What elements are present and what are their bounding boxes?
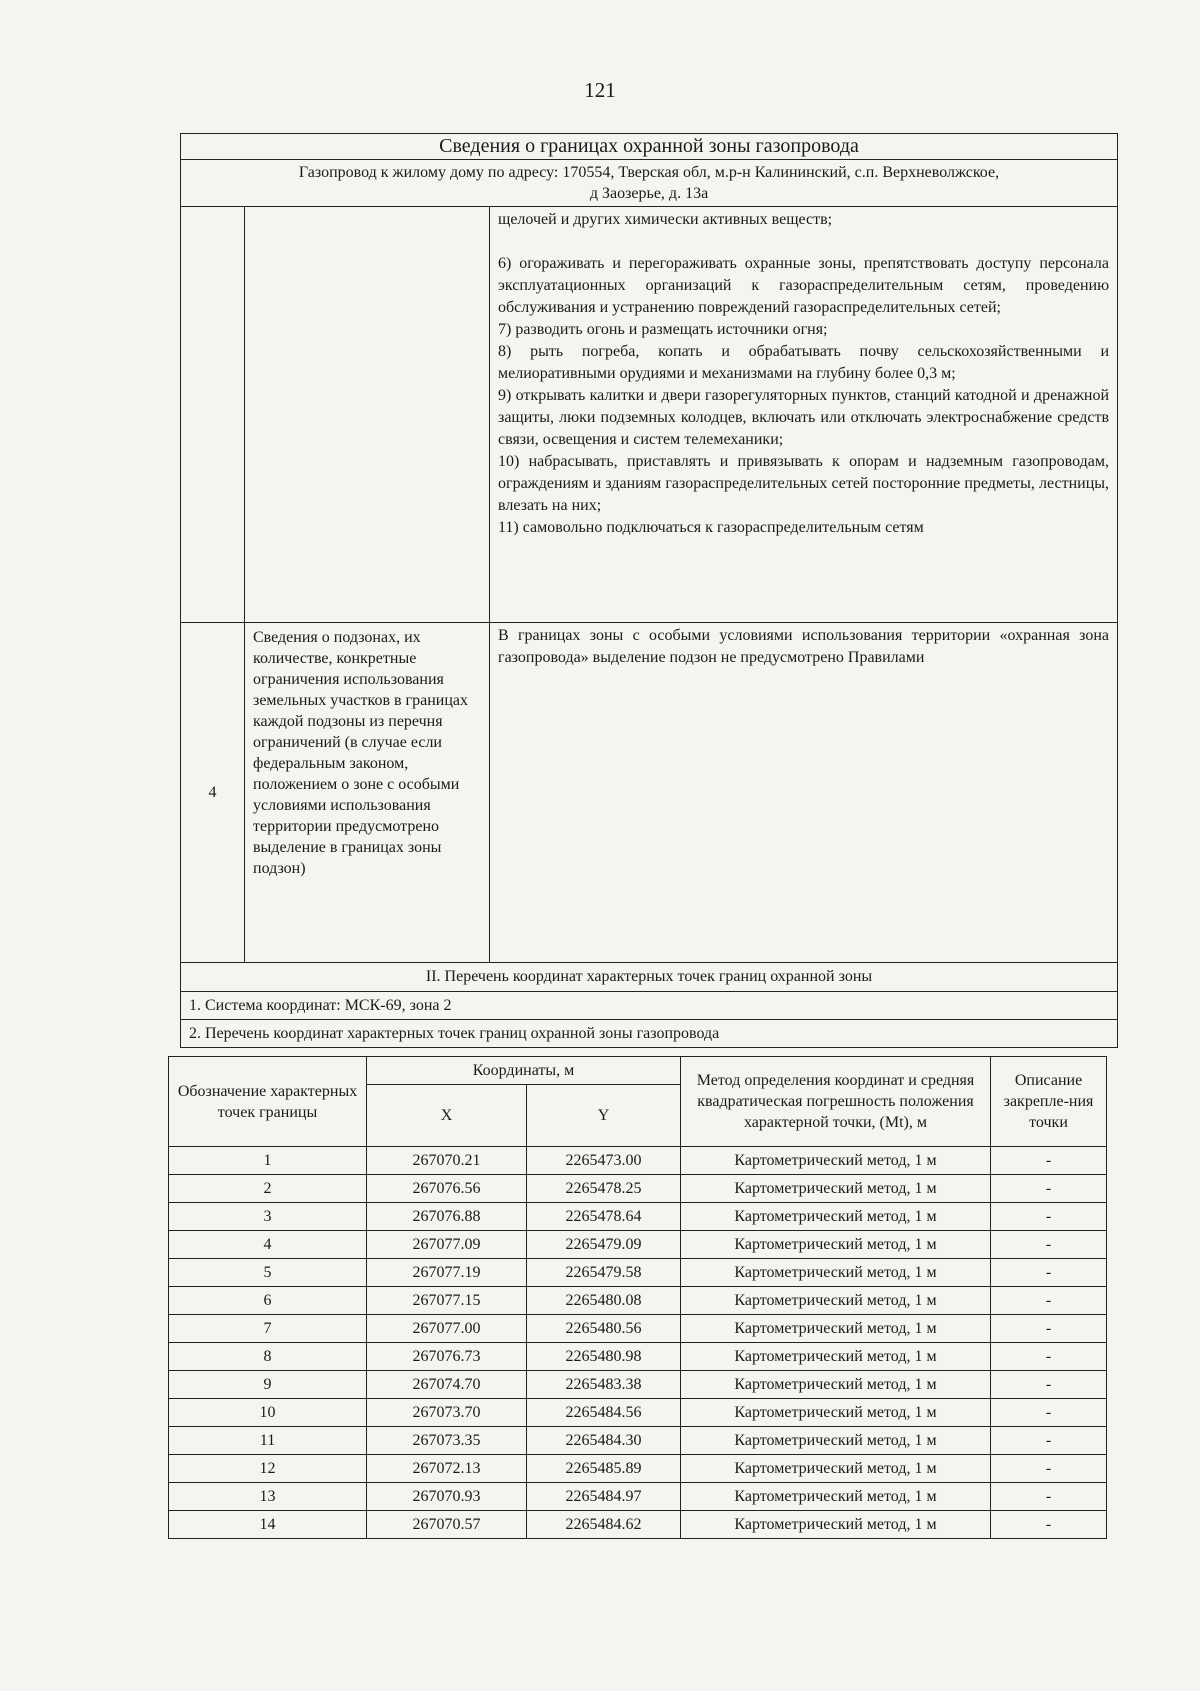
subzones-row <box>181 623 1118 963</box>
table-subheader-row <box>181 160 1118 207</box>
fixation-description: - <box>991 1483 1107 1511</box>
fixation-description: - <box>991 1315 1107 1343</box>
table-row <box>169 1231 1107 1259</box>
y-coordinate: 2265484.97 <box>527 1483 681 1511</box>
coordinates-table <box>168 1056 1107 1539</box>
table-row <box>169 1483 1107 1511</box>
fixation-description: - <box>991 1203 1107 1231</box>
fixation-description: - <box>991 1287 1107 1315</box>
restriction-item: щелочей и других химически активных веществ; <box>498 211 833 228</box>
coords-header-row <box>169 1057 1107 1085</box>
point-number: 11 <box>169 1427 367 1455</box>
restriction-item: 7) разводить огонь и размещать источники огня; <box>498 321 828 338</box>
section-2-title: II. Перечень координат характерных точек границ охранной зоны <box>181 963 1118 992</box>
y-coordinate: 2265485.89 <box>527 1455 681 1483</box>
x-coordinate: 267070.93 <box>367 1483 527 1511</box>
method-cell: Картометрический метод, 1 м <box>681 1371 991 1399</box>
y-coordinate: 2265473.00 <box>527 1147 681 1175</box>
table-row <box>169 1427 1107 1455</box>
x-coordinate: 267073.35 <box>367 1427 527 1455</box>
restriction-item: 9) открывать калитки и двери газорегуляторных пунктов, станций катодной и дренажной защиты, люки подземных колодцев, включать или отключать электроснабжение средств связи, освещения и систем телемеханики; <box>498 387 1110 448</box>
y-coordinate: 2265480.98 <box>527 1343 681 1371</box>
point-number: 5 <box>169 1259 367 1287</box>
x-coordinate: 267076.56 <box>367 1175 527 1203</box>
method-cell: Картометрический метод, 1 м <box>681 1483 991 1511</box>
point-number: 9 <box>169 1371 367 1399</box>
table-row <box>169 1399 1107 1427</box>
x-coordinate: 267070.21 <box>367 1147 527 1175</box>
fixation-description: - <box>991 1231 1107 1259</box>
description-column-header: Описание закрепле-ния точки <box>991 1057 1107 1147</box>
fixation-description: - <box>991 1175 1107 1203</box>
point-number: 6 <box>169 1287 367 1315</box>
table-row <box>169 1203 1107 1231</box>
table-row <box>169 1315 1107 1343</box>
table-row <box>169 1259 1107 1287</box>
subzones-content: В границах зоны с особыми условиями использования территории «охранная зона газопровода» выделение подзон не предусмотрено Правилами <box>490 623 1118 963</box>
coordinates-table-body <box>169 1147 1107 1539</box>
restriction-item: 11) самовольно подключаться к газораспределительным сетям <box>498 519 924 536</box>
fixation-description: - <box>991 1427 1107 1455</box>
point-number: 7 <box>169 1315 367 1343</box>
x-coordinate: 267077.15 <box>367 1287 527 1315</box>
fixation-description: - <box>991 1371 1107 1399</box>
method-cell: Картометрический метод, 1 м <box>681 1231 991 1259</box>
point-column-header: Обозначение характерных точек границы <box>169 1057 367 1147</box>
address-line-1: Газопровод к жилому дому по адресу: 170554, Тверская обл, м.р-н Калининский, с.п. Верхневолжское, <box>298 164 1000 181</box>
method-cell: Картометрический метод, 1 м <box>681 1511 991 1539</box>
y-coordinate: 2265484.30 <box>527 1427 681 1455</box>
y-coordinate: 2265483.38 <box>527 1371 681 1399</box>
point-number: 1 <box>169 1147 367 1175</box>
x-coordinate: 267076.73 <box>367 1343 527 1371</box>
restriction-item: 10) набрасывать, приставлять и привязывать к опорам и надземным газопроводам, ограждениям и зданиям газораспределительных сетей посторонние предметы, лестницы, влезать на них; <box>498 453 1110 514</box>
x-coordinate: 267073.70 <box>367 1399 527 1427</box>
point-number: 12 <box>169 1455 367 1483</box>
coord-list-title-row <box>181 1020 1118 1048</box>
y-coordinate: 2265479.58 <box>527 1259 681 1287</box>
table-row <box>169 1175 1107 1203</box>
fixation-description: - <box>991 1343 1107 1371</box>
method-column-header: Метод определения координат и средняя квадратическая погрешность положения характерной точки, (Mt), м <box>681 1057 991 1147</box>
table-row <box>169 1287 1107 1315</box>
table-row <box>169 1511 1107 1539</box>
method-cell: Картометрический метод, 1 м <box>681 1455 991 1483</box>
x-coordinate: 267077.09 <box>367 1231 527 1259</box>
x-coordinate: 267077.19 <box>367 1259 527 1287</box>
y-coordinate: 2265478.25 <box>527 1175 681 1203</box>
coord-system-row <box>181 992 1118 1020</box>
fixation-description: - <box>991 1147 1107 1175</box>
point-number: 2 <box>169 1175 367 1203</box>
coordinates-column-header: Координаты, м <box>367 1057 681 1085</box>
coordinate-list-title: 2. Перечень координат характерных точек границ охранной зоны газопровода <box>181 1020 1118 1048</box>
point-number: 4 <box>169 1231 367 1259</box>
x-coordinate: 267076.88 <box>367 1203 527 1231</box>
x-coordinate: 267074.70 <box>367 1371 527 1399</box>
y-coordinate: 2265480.08 <box>527 1287 681 1315</box>
table-row <box>169 1343 1107 1371</box>
zone-info-table <box>180 133 1118 1048</box>
fixation-description: - <box>991 1455 1107 1483</box>
table-header-row <box>181 134 1118 160</box>
method-cell: Картометрический метод, 1 м <box>681 1287 991 1315</box>
method-cell: Картометрический метод, 1 м <box>681 1175 991 1203</box>
continued-restrictions-row <box>181 207 1118 623</box>
page-number: 121 <box>584 78 616 102</box>
row-number: 4 <box>181 623 245 963</box>
subzones-description: Сведения о подзонах, их количестве, конкретные ограничения использования земельных участков в границах каждой подзоны из перечня ограничений (в случае если федеральным законом, положением о зоне с особыми условиями использования территории предусмотрено выделение в границах зоны подзон) <box>245 623 490 963</box>
method-cell: Картометрический метод, 1 м <box>681 1399 991 1427</box>
point-number: 10 <box>169 1399 367 1427</box>
x-coordinate: 267070.57 <box>367 1511 527 1539</box>
method-cell: Картометрический метод, 1 м <box>681 1343 991 1371</box>
y-coordinate: 2265480.56 <box>527 1315 681 1343</box>
method-cell: Картометрический метод, 1 м <box>681 1315 991 1343</box>
fixation-description: - <box>991 1399 1107 1427</box>
point-number: 13 <box>169 1483 367 1511</box>
empty-number-cell <box>181 207 245 623</box>
table-row <box>169 1455 1107 1483</box>
coordinate-system: 1. Система координат: МСК-69, зона 2 <box>181 992 1118 1020</box>
x-coordinate: 267077.00 <box>367 1315 527 1343</box>
section-title-row <box>181 963 1118 992</box>
y-coordinate: 2265484.56 <box>527 1399 681 1427</box>
x-column-header: X <box>367 1085 527 1147</box>
point-number: 3 <box>169 1203 367 1231</box>
y-coordinate: 2265478.64 <box>527 1203 681 1231</box>
restrictions-text <box>490 207 1118 623</box>
restriction-item: 8) рыть погреба, копать и обрабатывать почву сельскохозяйственными и мелиоративными орудиями и механизмами на глубину более 0,3 м; <box>498 343 1110 382</box>
method-cell: Картометрический метод, 1 м <box>681 1259 991 1287</box>
point-number: 8 <box>169 1343 367 1371</box>
x-coordinate: 267072.13 <box>367 1455 527 1483</box>
table-row <box>169 1371 1107 1399</box>
fixation-description: - <box>991 1259 1107 1287</box>
y-coordinate: 2265484.62 <box>527 1511 681 1539</box>
point-number: 14 <box>169 1511 367 1539</box>
y-coordinate: 2265479.09 <box>527 1231 681 1259</box>
document-title: Сведения о границах охранной зоны газопровода <box>181 134 1118 160</box>
empty-description-cell <box>245 207 490 623</box>
fixation-description: - <box>991 1511 1107 1539</box>
method-cell: Картометрический метод, 1 м <box>681 1203 991 1231</box>
address-line-2: д Заозерье, д. 13а <box>589 185 709 202</box>
method-cell: Картометрический метод, 1 м <box>681 1147 991 1175</box>
method-cell: Картометрический метод, 1 м <box>681 1427 991 1455</box>
table-row <box>169 1147 1107 1175</box>
gas-pipeline-address <box>181 160 1118 207</box>
y-column-header: Y <box>527 1085 681 1147</box>
restriction-item: 6) огораживать и перегораживать охранные зоны, препятствовать доступу персонала эксплуатационных организаций к газораспределительным сетям, проведению обслуживания и устранению повреждений газораспределительных сетей; <box>498 255 1110 316</box>
